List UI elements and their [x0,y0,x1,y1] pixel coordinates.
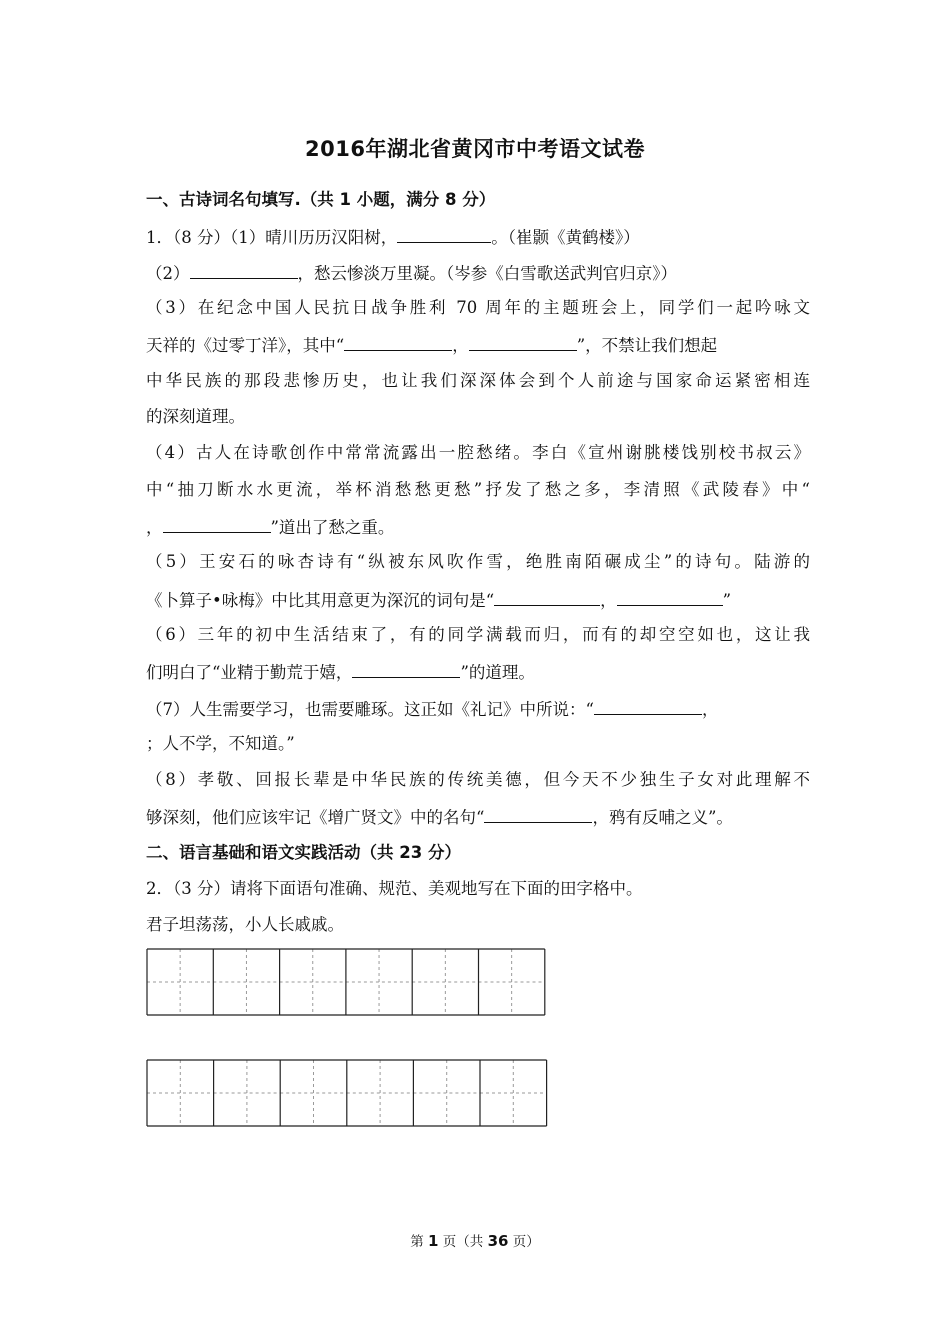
q1-line-14: （7）人生需要学习，也需要雕琢。这正如《礼记》中所说：“ ， [146,700,719,719]
q1-line-10: （5）王安石的咏杏诗有“纵被东风吹作雪，绝胜南陌碾成尘”的诗句。陆游的 [146,552,810,571]
answer-blank[interactable] [397,226,491,243]
answer-blank[interactable] [617,589,723,606]
section-1-heading: 一、古诗词名句填写.（共 1 小题，满分 8 分） [146,190,496,209]
tianzige-grid-1[interactable] [146,948,548,1022]
q1-line-1: 1．（8 分）（1）晴川历历汉阳树， 。（崔颢《黄鹤楼》） [146,228,640,247]
q1-line-3: （3）在纪念中国人民抗日战争胜利 70 周年的主题班会上，同学们一起吟咏文 [146,298,810,317]
q1-line-13: 们明白了“业精于勤荒于嬉， ”的道理。 [146,663,535,682]
q1-line-5: 中华民族的那段悲惨历史，也让我们深深体会到个人前途与国家命运紧密相连 [146,371,810,390]
answer-blank[interactable] [344,334,452,351]
page-footer: 第 1 页（共 36 页） [410,1232,540,1250]
answer-blank[interactable] [469,334,577,351]
answer-blank[interactable] [594,698,702,715]
answer-blank[interactable] [163,516,271,533]
section-2-heading: 二、语言基础和语文实践活动（共 23 分） [146,843,461,862]
q1-line-2: （2） ，愁云惨淡万里凝。（岑参《白雪歌送武判官归京》） [146,264,677,283]
q1-line-16: （8）孝敬、回报长辈是中华民族的传统美德，但今天不少独生子女对此理解不 [146,770,810,789]
q1-line-17: 够深刻，他们应该牢记《增广贤文》中的名句“ ，鸦有反哺之义”。 [146,808,733,827]
q1-line-7: （4）古人在诗歌创作中常常流露出一腔愁绪。李白《宣州谢朓楼饯别校书叔云》 [146,443,810,462]
q1-line-4: 天祥的《过零丁洋》，其中“ ， ”，不禁让我们想起 [146,336,718,355]
tianzige-grid-2[interactable] [146,1059,550,1133]
answer-blank[interactable] [484,806,592,823]
page-number: 1 [428,1232,439,1250]
q1-line-12: （6）三年的初中生活结束了，有的同学满载而归，而有的却空空如也，这让我 [146,625,810,644]
q1-line-15: ；人不学，不知道。” [146,734,295,753]
page-total: 36 [487,1232,509,1250]
q1-line-11: 《卜算子•咏梅》中比其用意更为深沉的词句是“ ， ” [146,591,732,610]
q2-prompt: 2．（3 分）请将下面语句准确、规范、美观地写在下面的田字格中。 [146,879,643,898]
answer-blank[interactable] [494,589,600,606]
answer-blank[interactable] [352,661,460,678]
exam-title: 2016年湖北省黄冈市中考语文试卷 [305,137,645,161]
q2-sentence: 君子坦荡荡，小人长戚戚。 [146,915,344,934]
q1-line-8: 中“抽刀断水水更流，举杯消愁愁更愁”抒发了愁之多，李清照《武陵春》中“ [146,480,810,499]
q1-line-9: ， ”道出了愁之重。 [146,518,395,537]
q1-line-6: 的深刻道理。 [146,407,245,426]
answer-blank[interactable] [190,262,298,279]
grid-lines [146,1059,550,1129]
grid-lines [146,948,548,1018]
